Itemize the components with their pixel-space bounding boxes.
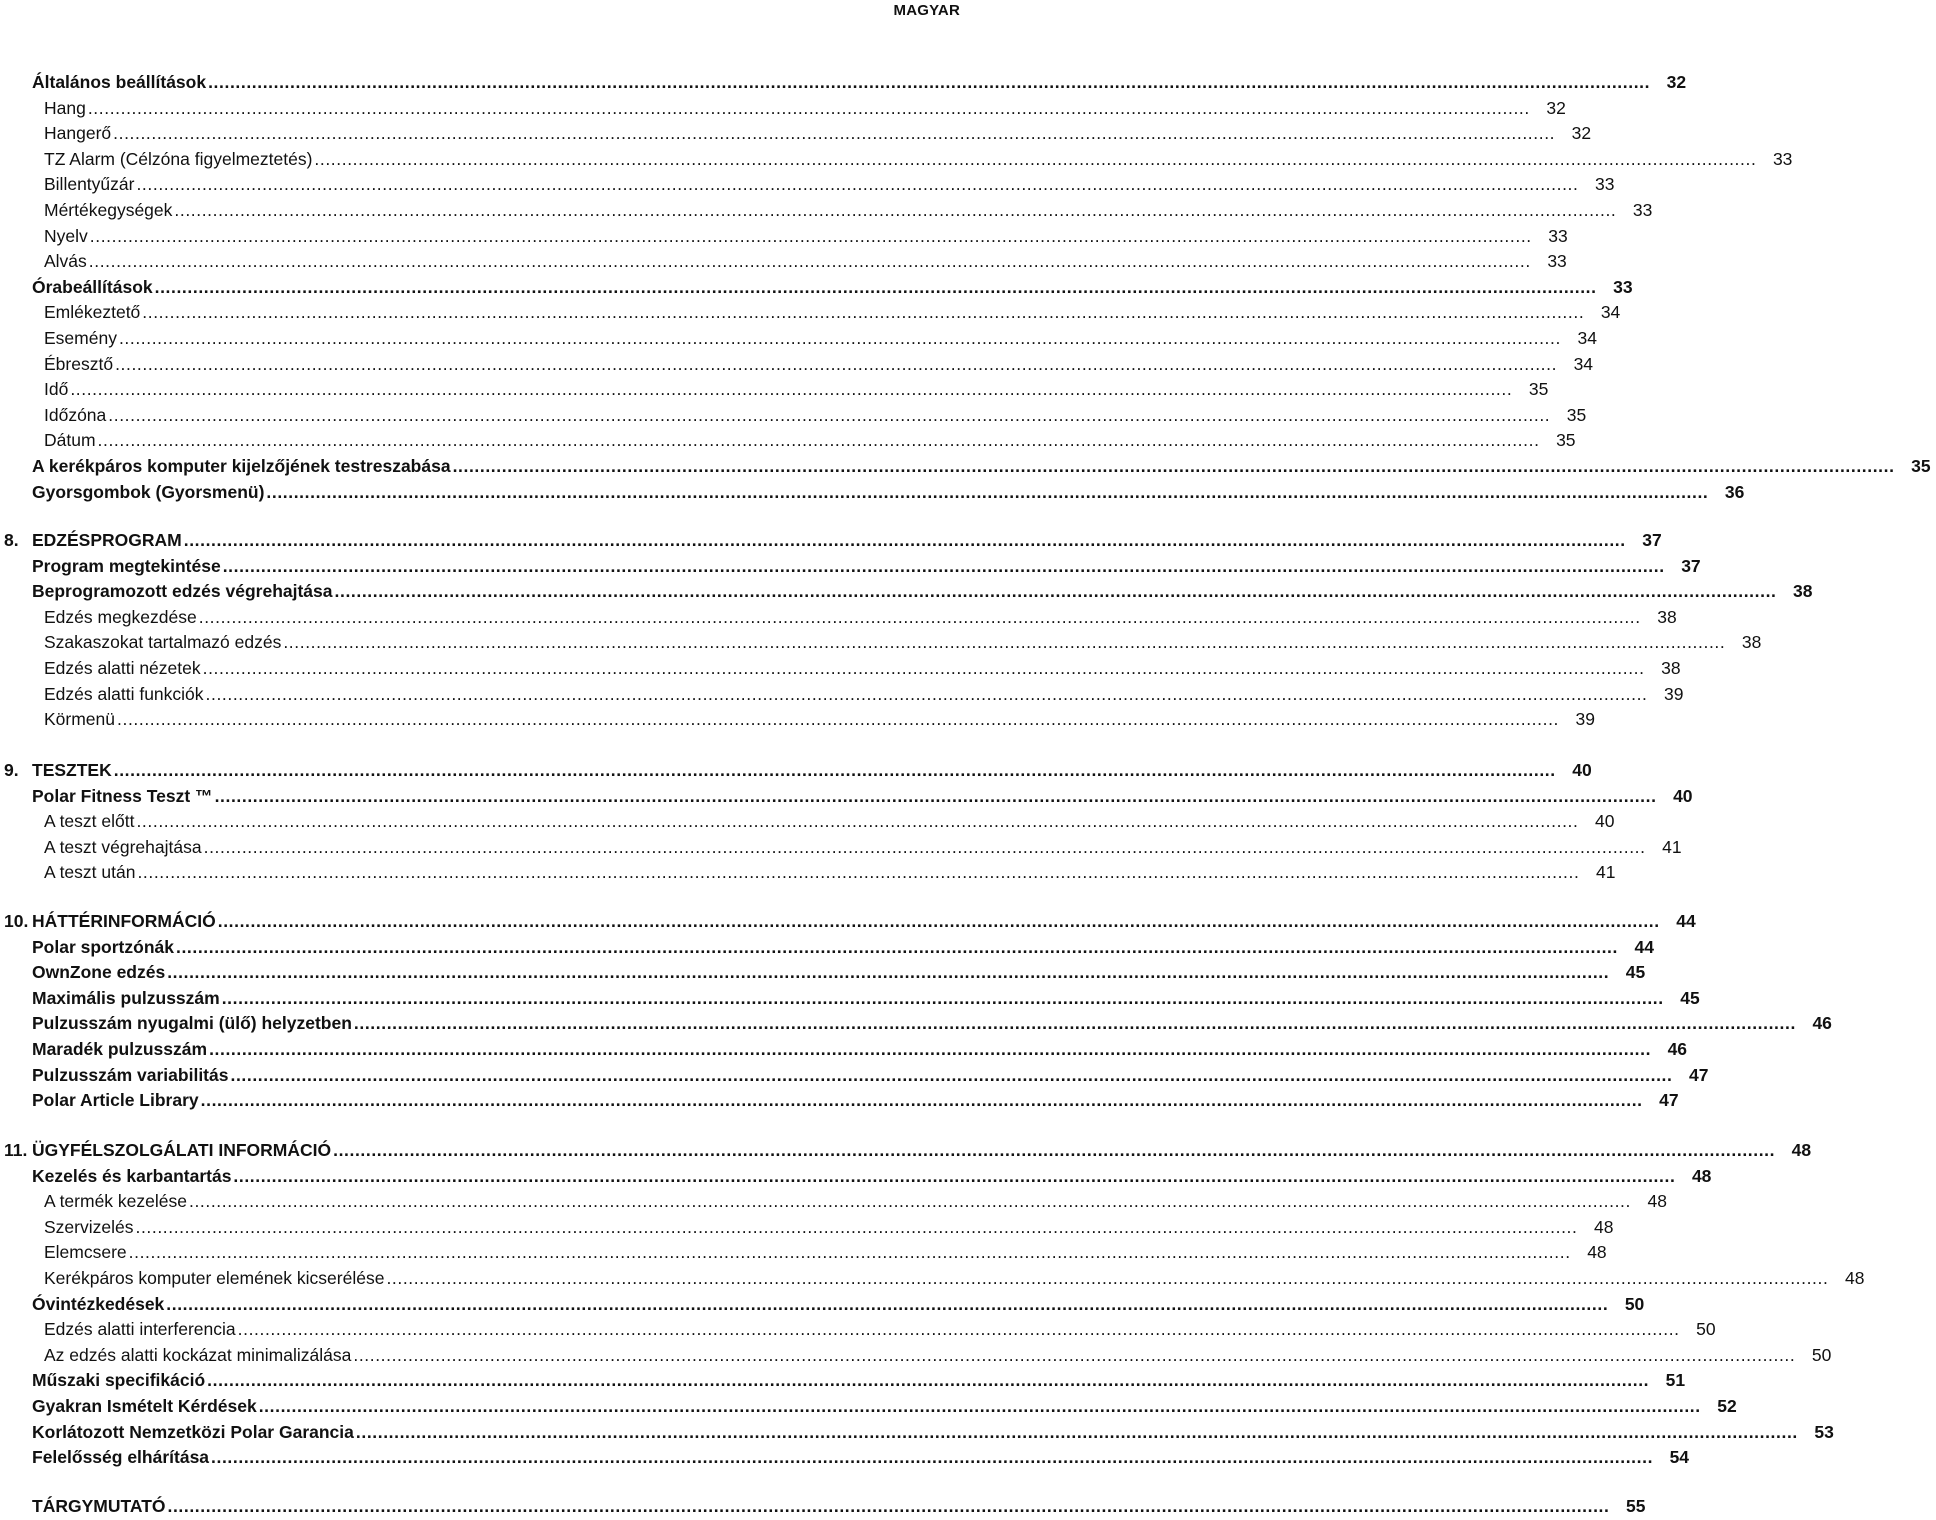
toc-dot-leader <box>354 1011 1796 1037</box>
toc-entry-label: Edzés megkezdése <box>44 606 197 627</box>
toc-entry-page-number: 41 <box>1662 836 1682 857</box>
toc-dot-leader <box>167 960 1609 986</box>
toc-entry-label: Órabeállítások <box>32 276 153 297</box>
toc-entry-page-number: 44 <box>1634 936 1654 957</box>
toc-dot-leader <box>453 454 1895 480</box>
toc-entry-page-number: 36 <box>1724 481 1745 502</box>
toc-entry[interactable] <box>0 656 1681 682</box>
toc-entry[interactable] <box>0 352 1594 378</box>
toc-entry[interactable] <box>0 784 1693 810</box>
toc-entry-label: A kerékpáros komputer kijelzőjének testreszabása <box>32 455 451 476</box>
toc-dot-leader <box>142 300 1584 326</box>
toc-entry-page-number: 51 <box>1665 1370 1686 1391</box>
toc-entry-label: Pulzusszám variabilitás <box>32 1064 229 1085</box>
toc-entry[interactable] <box>0 147 1793 173</box>
toc-dot-leader <box>356 1420 1798 1446</box>
toc-entry[interactable] <box>0 198 1653 224</box>
toc-section <box>0 1494 1646 1520</box>
toc-entry-label: Maximális pulzusszám <box>32 987 220 1008</box>
toc-entry-page-number: 48 <box>1587 1242 1607 1263</box>
toc-entry-page-number: 37 <box>1681 555 1701 576</box>
toc-entry-label: Az edzés alatti kockázat minimalizálása <box>44 1344 352 1365</box>
toc-entry-page-number: 48 <box>1844 1267 1865 1288</box>
toc-dot-leader <box>222 986 1664 1012</box>
toc-entry-label: Esemény <box>44 327 117 348</box>
toc-entry-page-number: 33 <box>1772 148 1793 169</box>
toc-dot-leader <box>223 554 1665 580</box>
toc-entry-page-number: 39 <box>1575 709 1595 730</box>
toc-entry-page-number: 50 <box>1624 1293 1645 1314</box>
toc-entry[interactable] <box>0 1240 1607 1266</box>
toc-entry-page-number: 32 <box>1666 72 1687 92</box>
toc-entry-label: Beprogramozott edzés végrehajtása <box>32 581 333 602</box>
toc-entry-label: Billentyűzár <box>44 174 135 195</box>
toc-entry-label: HÁTTÉRINFORMÁCIÓ <box>32 911 216 931</box>
toc-entry[interactable] <box>0 682 1684 708</box>
toc-entry[interactable] <box>0 275 1633 301</box>
toc-entry-label: Szakaszokat tartalmazó edzés <box>44 632 282 653</box>
toc-entry-page-number: 33 <box>1613 276 1633 297</box>
toc-entry-page-number: 41 <box>1595 862 1616 883</box>
toc-entry[interactable] <box>0 809 1615 835</box>
toc-entry[interactable] <box>0 528 1662 554</box>
toc-entry-label: TESZTEK <box>32 760 112 780</box>
toc-entry[interactable] <box>0 480 1745 506</box>
toc-dot-leader <box>88 96 1530 122</box>
toc-entry-label: Időzóna <box>44 404 107 425</box>
toc-entry-label: Edzés alatti nézetek <box>44 657 201 678</box>
toc-entry-label: Szervizelés <box>44 1216 134 1237</box>
toc-entry-page-number: 48 <box>1647 1191 1667 1212</box>
toc-dot-leader <box>135 1215 1577 1241</box>
toc-section <box>0 70 1931 505</box>
toc-dot-leader <box>90 224 1532 250</box>
toc-dot-leader <box>174 198 1616 224</box>
toc-entry-page-number: 35 <box>1566 404 1587 425</box>
toc-entry-number: 8. <box>4 530 19 550</box>
toc-entry-label: Kerékpáros komputer elemének kicserélése <box>44 1267 385 1288</box>
toc-entry-page-number: 44 <box>1676 911 1696 931</box>
toc-entry-label: Maradék pulzusszám <box>32 1038 208 1059</box>
toc-entry[interactable] <box>0 835 1682 861</box>
toc-entry-page-number: 33 <box>1632 199 1653 220</box>
toc-section <box>0 528 1813 733</box>
toc-dot-leader <box>208 70 1650 96</box>
toc-entry[interactable] <box>0 454 1931 480</box>
toc-entry-label: A teszt előtt <box>44 811 135 832</box>
toc-entry[interactable] <box>0 1394 1737 1420</box>
toc-entry-label: Dátum <box>44 430 96 451</box>
toc-entry[interactable] <box>0 172 1615 198</box>
toc-entry[interactable] <box>0 579 1813 605</box>
toc-entry-page-number: 37 <box>1642 530 1662 550</box>
toc-entry-page-number: 32 <box>1546 97 1566 118</box>
toc-dot-leader <box>206 682 1648 708</box>
toc-entry-page-number: 40 <box>1594 811 1615 832</box>
toc-entry-label: Mértékegységek <box>44 199 173 220</box>
toc-dot-leader <box>211 1445 1653 1471</box>
toc-entry-label: EDZÉSPROGRAM <box>32 530 182 550</box>
toc-entry-label: Emlékeztető <box>44 302 141 323</box>
toc-entry-label: Program megtekintése <box>32 555 221 576</box>
toc-dot-leader <box>199 605 1641 631</box>
toc-entry-label: ÜGYFÉLSZOLGÁLATI INFORMÁCIÓ <box>32 1140 332 1160</box>
toc-dot-leader <box>114 758 1556 784</box>
toc-entry[interactable] <box>0 428 1576 454</box>
toc-entry-label: Korlátozott Nemzetközi Polar Garancia <box>32 1421 354 1442</box>
toc-dot-leader <box>119 326 1561 352</box>
toc-entry[interactable] <box>0 224 1568 250</box>
toc-entry[interactable] <box>0 1164 1712 1190</box>
toc-entry-label: Edzés alatti funkciók <box>44 683 204 704</box>
toc-entry-page-number: 39 <box>1664 683 1684 704</box>
toc-dot-leader <box>201 1088 1643 1114</box>
toc-entry-page-number: 38 <box>1661 657 1681 678</box>
toc-entry-page-number: 46 <box>1812 1013 1832 1034</box>
toc-entry-label: Műszaki specifikáció <box>32 1370 206 1391</box>
toc-entry[interactable] <box>0 707 1595 733</box>
toc-entry-page-number: 35 <box>1528 379 1549 400</box>
toc-entry[interactable] <box>0 403 1587 429</box>
toc-entry-label: OwnZone edzés <box>32 962 166 983</box>
toc-section <box>0 1138 1865 1471</box>
toc-entry-label: Hang <box>44 97 86 118</box>
toc-dot-leader <box>259 1394 1701 1420</box>
toc-entry-label: Edzés alatti interferencia <box>44 1319 236 1340</box>
toc-dot-leader <box>189 1189 1631 1215</box>
toc-entry[interactable] <box>0 1420 1834 1446</box>
toc-entry-label: Polar Fitness Teszt ™ <box>32 785 213 806</box>
toc-entry[interactable] <box>0 96 1566 122</box>
toc-dot-leader <box>166 1292 1608 1318</box>
toc-dot-leader <box>335 579 1777 605</box>
toc-entry-page-number: 50 <box>1696 1319 1716 1340</box>
toc-entry-page-number: 38 <box>1657 606 1677 627</box>
toc-dot-leader <box>233 1164 1675 1190</box>
toc-entry-page-number: 33 <box>1594 174 1615 195</box>
toc-dot-leader <box>176 935 1618 961</box>
toc-entry-label: Körmenü <box>44 709 116 730</box>
toc-entry-page-number: 45 <box>1625 962 1646 983</box>
toc-entry[interactable] <box>0 554 1701 580</box>
toc-entry[interactable] <box>0 1266 1865 1292</box>
toc-dot-leader <box>238 1317 1680 1343</box>
toc-entry-page-number: 38 <box>1741 632 1762 653</box>
toc-entry[interactable] <box>0 860 1616 886</box>
toc-dot-leader <box>98 428 1540 454</box>
toc-dot-leader <box>155 275 1597 301</box>
toc-dot-leader <box>314 147 1756 173</box>
toc-entry-label: TZ Alarm (Célzóna figyelmeztetés) <box>44 148 313 169</box>
toc-entry[interactable] <box>0 1215 1614 1241</box>
toc-entry-page-number: 34 <box>1600 302 1621 323</box>
toc-entry-page-number: 55 <box>1626 1496 1646 1516</box>
toc-entry[interactable] <box>0 1317 1716 1343</box>
toc-entry[interactable] <box>0 1343 1832 1369</box>
toc-entry-page-number: 48 <box>1594 1216 1614 1237</box>
toc-dot-leader <box>115 352 1557 378</box>
toc-dot-leader <box>230 1063 1672 1089</box>
toc-dot-leader <box>353 1343 1795 1369</box>
toc-dot-leader <box>168 1494 1610 1520</box>
toc-entry-page-number: 33 <box>1547 251 1567 272</box>
toc-dot-leader <box>203 656 1645 682</box>
toc-entry-page-number: 35 <box>1556 430 1576 451</box>
toc-dot-leader <box>283 630 1725 656</box>
toc-entry[interactable] <box>0 1189 1667 1215</box>
toc-entry-page-number: 32 <box>1571 123 1592 144</box>
toc-entry-label: Felelősség elhárítása <box>32 1447 210 1468</box>
toc-entry-label: Pulzusszám nyugalmi (ülő) helyzetben <box>32 1013 352 1034</box>
toc-dot-leader <box>204 835 1646 861</box>
toc-entry-label: Hangerő <box>44 123 112 144</box>
toc-dot-leader <box>117 707 1559 733</box>
toc-dot-leader <box>209 1037 1651 1063</box>
toc-entry-label: Idő <box>44 379 69 400</box>
toc-entry-label: Kezelés és karbantartás <box>32 1165 232 1186</box>
toc-entry-label: TÁRGYMUTATÓ <box>32 1496 166 1516</box>
toc-entry-label: A teszt után <box>44 862 136 883</box>
toc-entry-page-number: 35 <box>1911 455 1931 476</box>
toc-entry-label: Alvás <box>44 251 87 272</box>
toc-entry-page-number: 45 <box>1680 987 1700 1008</box>
toc-entry[interactable] <box>0 377 1549 403</box>
toc-dot-leader <box>266 480 1708 506</box>
toc-dot-leader <box>333 1138 1775 1164</box>
toc-entry[interactable] <box>0 935 1654 961</box>
toc-entry-label: A termék kezelése <box>44 1191 187 1212</box>
toc-entry-page-number: 48 <box>1791 1140 1812 1160</box>
toc-entry[interactable] <box>0 758 1592 784</box>
toc-entry[interactable] <box>0 1088 1679 1114</box>
toc-entry[interactable] <box>0 1368 1686 1394</box>
toc-entry-label: Ébresztő <box>44 353 114 374</box>
toc-entry-label: Polar Article Library <box>32 1090 199 1111</box>
toc-entry-page-number: 50 <box>1811 1344 1832 1365</box>
toc-dot-leader <box>386 1266 1828 1292</box>
toc-entry-number: 9. <box>4 760 19 780</box>
toc-entry[interactable] <box>0 605 1677 631</box>
toc-entry-label: Elemcsere <box>44 1242 127 1263</box>
toc-dot-leader <box>70 377 1512 403</box>
toc-dot-leader <box>218 909 1660 935</box>
toc-entry-page-number: 53 <box>1814 1421 1834 1442</box>
toc-entry[interactable] <box>0 121 1592 147</box>
toc-entry-page-number: 33 <box>1548 225 1568 246</box>
toc-entry[interactable] <box>0 1063 1709 1089</box>
toc-entry[interactable] <box>0 326 1597 352</box>
toc-entry[interactable] <box>0 1445 1690 1471</box>
toc-entry-label: Óvintézkedések <box>32 1293 165 1314</box>
toc-entry-page-number: 46 <box>1667 1038 1688 1059</box>
toc-entry-page-number: 47 <box>1689 1064 1709 1085</box>
toc-entry[interactable] <box>0 960 1646 986</box>
toc-entry-label: Nyelv <box>44 225 88 246</box>
toc-dot-leader <box>137 860 1579 886</box>
toc-entry-page-number: 40 <box>1673 785 1693 806</box>
toc-entry-page-number: 40 <box>1572 760 1592 780</box>
toc-entry-page-number: 38 <box>1793 581 1813 602</box>
toc-dot-leader <box>136 172 1578 198</box>
toc-entry[interactable] <box>0 909 1696 935</box>
toc-entry-number: 10. <box>4 911 29 931</box>
toc-dot-leader <box>129 1240 1571 1266</box>
toc-entry-page-number: 52 <box>1717 1395 1737 1416</box>
toc-entry[interactable] <box>0 249 1567 275</box>
toc-entry-page-number: 47 <box>1659 1090 1679 1111</box>
toc-entry-label: A teszt végrehajtása <box>44 836 202 857</box>
toc-entry[interactable] <box>0 1037 1688 1063</box>
toc-dot-leader <box>108 403 1550 429</box>
toc-entry-label: Gyakran Ismételt Kérdések <box>32 1395 257 1416</box>
toc-entry[interactable] <box>0 1138 1812 1164</box>
toc-dot-leader <box>136 809 1578 835</box>
toc-dot-leader <box>89 249 1531 275</box>
toc-entry[interactable] <box>0 300 1621 326</box>
toc-section <box>0 909 1832 1114</box>
toc-entry-page-number: 54 <box>1669 1447 1690 1468</box>
toc-entry-label: Gyorsgombok (Gyorsmenü) <box>32 481 265 502</box>
toc-dot-leader <box>184 528 1626 554</box>
toc-entry[interactable] <box>0 986 1700 1012</box>
toc-entry[interactable] <box>0 1494 1646 1520</box>
toc-entry[interactable] <box>0 70 1687 96</box>
toc-entry-label: Polar sportzónák <box>32 936 174 957</box>
toc-entry[interactable] <box>0 1011 1832 1037</box>
toc-entry-page-number: 48 <box>1691 1165 1712 1186</box>
toc-entry-page-number: 34 <box>1577 327 1597 348</box>
toc-section <box>0 758 1693 886</box>
toc-entry[interactable] <box>0 630 1762 656</box>
toc-entry[interactable] <box>0 1292 1645 1318</box>
toc-dot-leader <box>113 121 1555 147</box>
toc-entry-label: Általános beállítások <box>32 72 207 92</box>
page-header-language: MAGYAR <box>893 2 960 19</box>
toc-dot-leader <box>215 784 1657 810</box>
toc-entry-number: 11. <box>4 1140 28 1160</box>
toc-entry-page-number: 34 <box>1573 353 1594 374</box>
toc-dot-leader <box>207 1368 1649 1394</box>
